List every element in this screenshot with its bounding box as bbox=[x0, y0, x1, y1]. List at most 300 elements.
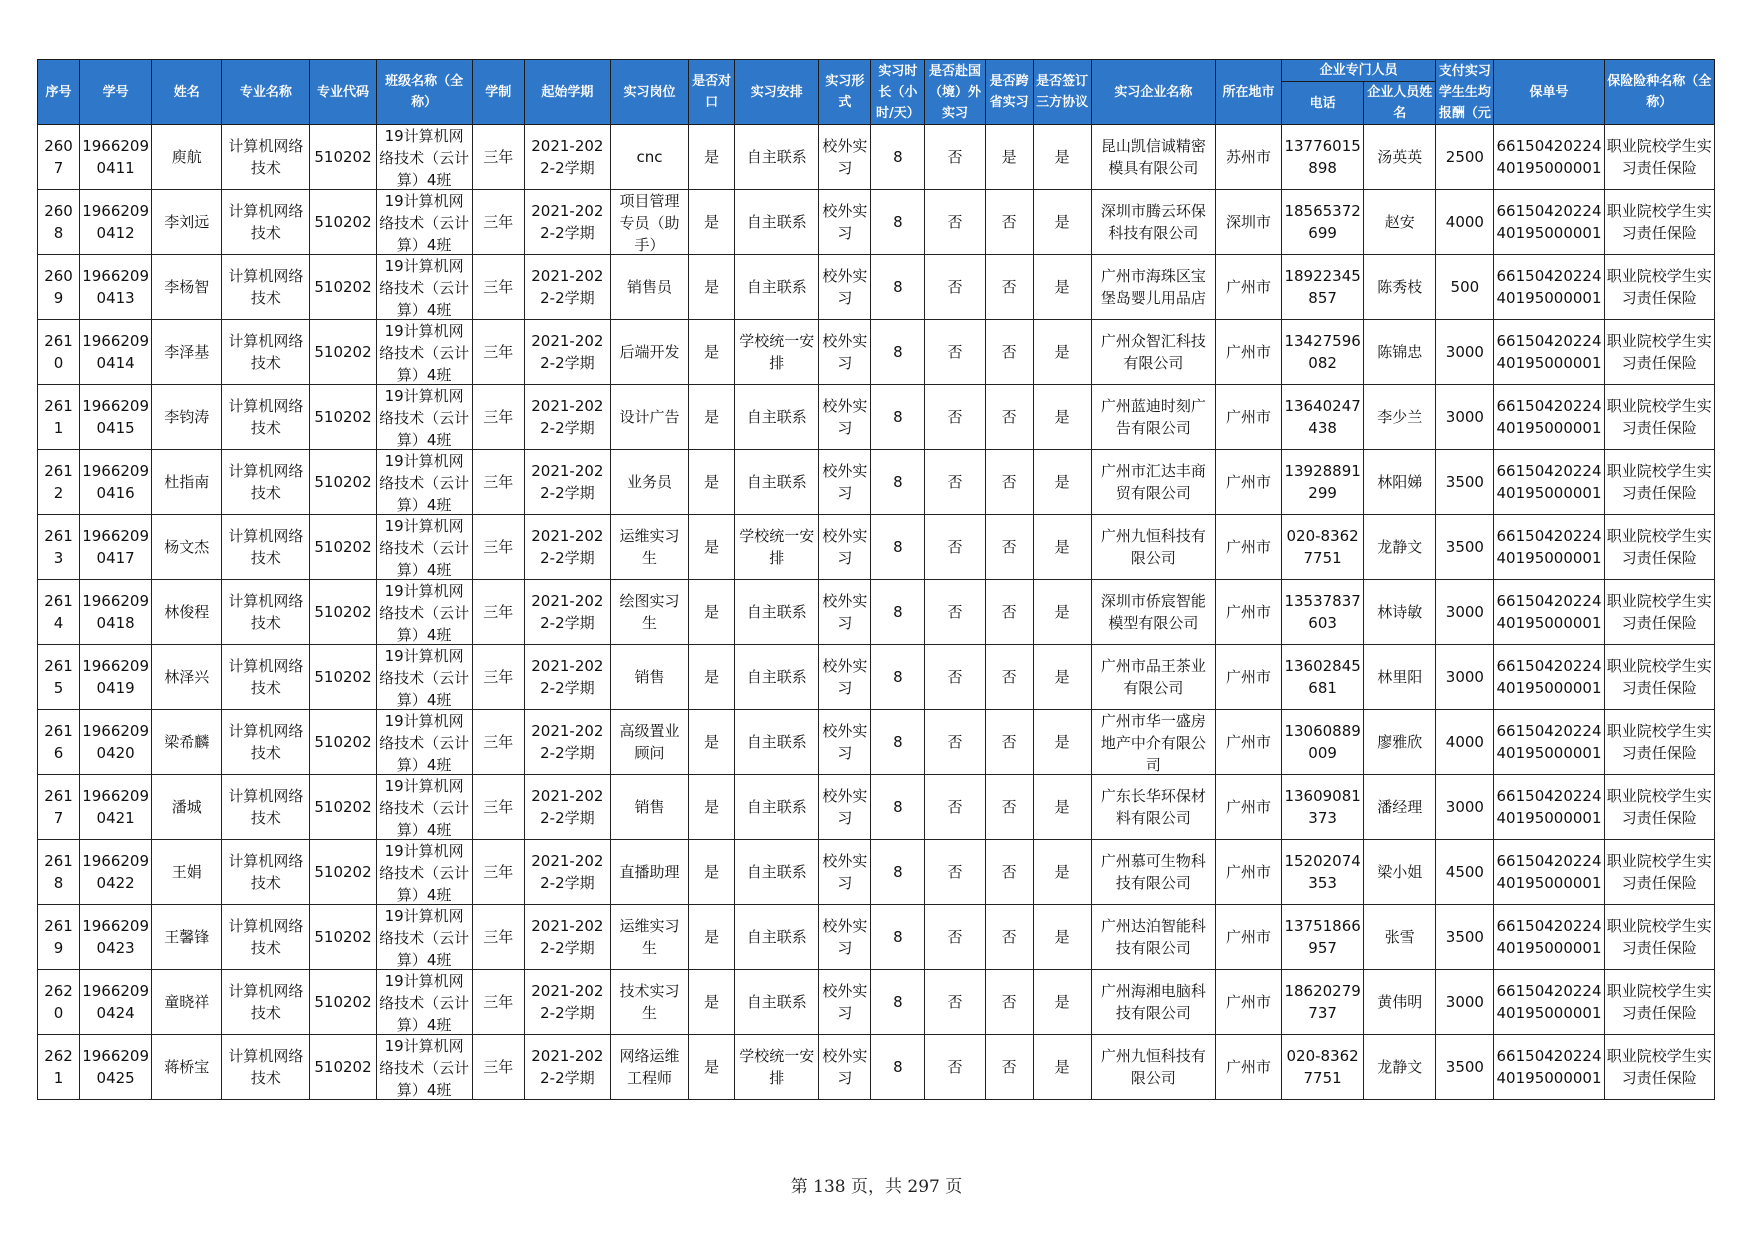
cell-matched bbox=[689, 515, 735, 580]
cell-text: 2021-2022-2学期 bbox=[531, 462, 604, 502]
cell-tri bbox=[1033, 450, 1091, 515]
cell-company bbox=[1091, 255, 1215, 320]
table-body bbox=[38, 125, 1715, 1100]
cell-tri bbox=[1033, 710, 1091, 775]
cell-contact bbox=[1364, 385, 1436, 450]
cell-text: 19计算机网络技术（云计算）4班 bbox=[379, 647, 470, 709]
cell-text: 否 bbox=[1001, 408, 1017, 426]
cell-company bbox=[1091, 905, 1215, 970]
cell-text: 网络运维工程师 bbox=[619, 1047, 680, 1087]
cell-arr bbox=[735, 125, 819, 190]
cell-term bbox=[524, 580, 610, 645]
cell-text: 职业院校学生实习责任保险 bbox=[1606, 332, 1712, 372]
cell-id bbox=[80, 970, 152, 1035]
cell-text: 自主联系 bbox=[746, 603, 807, 621]
cell-text: 深圳市腾云环保科技有限公司 bbox=[1100, 202, 1206, 242]
cell-text: 是 bbox=[1054, 798, 1070, 816]
cell-text: 13751866957 bbox=[1284, 917, 1361, 957]
cell-class bbox=[376, 710, 472, 775]
cell-text: 龙静文 bbox=[1377, 1058, 1423, 1076]
table-row bbox=[38, 190, 1715, 255]
cell-hours bbox=[871, 320, 925, 385]
cell-abroad bbox=[925, 385, 985, 450]
header-hours: 实习时长（小时/天） bbox=[871, 60, 925, 125]
header-abroad: 是否赴国（境）外实习 bbox=[925, 60, 985, 125]
header-cross-province: 是否跨省实习 bbox=[985, 60, 1033, 125]
cell-dur bbox=[472, 970, 524, 1035]
cell-text: 是 bbox=[1054, 993, 1070, 1011]
cell-text: 职业院校学生实习责任保险 bbox=[1606, 397, 1712, 437]
cell-code bbox=[310, 905, 376, 970]
cell-major bbox=[222, 190, 310, 255]
cell-major bbox=[222, 775, 310, 840]
cell-text: 8 bbox=[893, 473, 903, 491]
cell-cross bbox=[985, 385, 1033, 450]
table-row bbox=[38, 775, 1715, 840]
cell-text: 4000 bbox=[1445, 733, 1484, 751]
cell-text: 三年 bbox=[483, 148, 514, 166]
cell-text: 13609081373 bbox=[1284, 787, 1361, 827]
cell-text: 职业院校学生实习责任保险 bbox=[1606, 462, 1712, 502]
cell-text: 6615042022440195000001 bbox=[1496, 917, 1602, 957]
cell-text: 19662090416 bbox=[82, 462, 150, 502]
cell-phone bbox=[1282, 775, 1364, 840]
cell-abroad bbox=[925, 580, 985, 645]
cell-city bbox=[1215, 320, 1281, 385]
cell-name bbox=[152, 970, 222, 1035]
cell-text: 19662090411 bbox=[82, 137, 150, 177]
cell-text: 广州市 bbox=[1225, 928, 1271, 946]
cell-text: 计算机网络技术 bbox=[228, 137, 304, 177]
cell-name bbox=[152, 385, 222, 450]
cell-form bbox=[819, 580, 871, 645]
cell-text: 校外实习 bbox=[822, 267, 868, 307]
cell-abroad bbox=[925, 775, 985, 840]
cell-abroad bbox=[925, 905, 985, 970]
cell-text: 否 bbox=[947, 603, 963, 621]
cell-matched bbox=[689, 775, 735, 840]
cell-seq bbox=[38, 190, 80, 255]
cell-cross bbox=[985, 125, 1033, 190]
cell-cross bbox=[985, 775, 1033, 840]
cell-cross bbox=[985, 190, 1033, 255]
cell-ins bbox=[1604, 255, 1714, 320]
cell-text: 500 bbox=[1450, 278, 1480, 296]
cell-city bbox=[1215, 710, 1281, 775]
cell-pay bbox=[1436, 255, 1494, 320]
cell-major bbox=[222, 580, 310, 645]
cell-text: 广州众智汇科技有限公司 bbox=[1100, 332, 1206, 372]
cell-major bbox=[222, 255, 310, 320]
cell-seq bbox=[38, 385, 80, 450]
cell-text: 19计算机网络技术（云计算）4班 bbox=[379, 712, 470, 774]
cell-text: 是 bbox=[1054, 668, 1070, 686]
cell-name bbox=[152, 125, 222, 190]
cell-text: 是 bbox=[1054, 733, 1070, 751]
cell-text: 职业院校学生实习责任保险 bbox=[1606, 1047, 1712, 1087]
cell-term bbox=[524, 710, 610, 775]
cell-policy bbox=[1494, 515, 1604, 580]
cell-ins bbox=[1604, 710, 1714, 775]
cell-text: 2609 bbox=[44, 267, 73, 307]
cell-major bbox=[222, 970, 310, 1035]
cell-text: 8 bbox=[893, 733, 903, 751]
cell-text: 6615042022440195000001 bbox=[1496, 787, 1602, 827]
cell-tri bbox=[1033, 385, 1091, 450]
cell-text: 三年 bbox=[483, 408, 514, 426]
cell-text: 陈锦忠 bbox=[1377, 343, 1423, 361]
cell-text: 李泽基 bbox=[164, 343, 210, 361]
cell-post bbox=[610, 775, 688, 840]
cell-policy bbox=[1494, 905, 1604, 970]
cell-text: 是 bbox=[1054, 148, 1070, 166]
header-major-code: 专业代码 bbox=[310, 60, 376, 125]
cell-name bbox=[152, 450, 222, 515]
cell-text: 计算机网络技术 bbox=[228, 1047, 304, 1087]
table-row bbox=[38, 515, 1715, 580]
cell-term bbox=[524, 645, 610, 710]
cell-tri bbox=[1033, 125, 1091, 190]
cell-text: 3000 bbox=[1445, 993, 1484, 1011]
cell-text: 6615042022440195000001 bbox=[1496, 982, 1602, 1022]
cell-arr bbox=[735, 840, 819, 905]
cell-text: 陈秀枝 bbox=[1377, 278, 1423, 296]
cell-text: 19计算机网络技术（云计算）4班 bbox=[379, 127, 470, 189]
cell-text: 职业院校学生实习责任保险 bbox=[1606, 592, 1712, 632]
cell-text: 否 bbox=[1001, 1058, 1017, 1076]
header-pay: 支付实习学生生均报酬（元 bbox=[1436, 60, 1494, 125]
cell-text: 2620 bbox=[44, 982, 73, 1022]
cell-policy bbox=[1494, 775, 1604, 840]
cell-class bbox=[376, 515, 472, 580]
cell-term bbox=[524, 450, 610, 515]
cell-phone bbox=[1282, 190, 1364, 255]
cell-hours bbox=[871, 580, 925, 645]
header-contact-group: 企业专门人员 bbox=[1282, 60, 1436, 82]
cell-matched bbox=[689, 255, 735, 320]
cell-arr bbox=[735, 190, 819, 255]
cell-arr bbox=[735, 775, 819, 840]
cell-text: 510202 bbox=[314, 928, 372, 946]
cell-text: 是 bbox=[1054, 863, 1070, 881]
cell-text: 直播助理 bbox=[619, 863, 680, 881]
cell-term bbox=[524, 1035, 610, 1100]
cell-major bbox=[222, 125, 310, 190]
cell-text: 是 bbox=[704, 603, 720, 621]
cell-text: 510202 bbox=[314, 668, 372, 686]
cell-phone bbox=[1282, 125, 1364, 190]
cell-contact bbox=[1364, 1035, 1436, 1100]
cell-text: 昆山凯信诚精密模具有限公司 bbox=[1100, 137, 1206, 177]
table-row bbox=[38, 255, 1715, 320]
cell-code bbox=[310, 970, 376, 1035]
cell-post bbox=[610, 1035, 688, 1100]
cell-text: 是 bbox=[1001, 148, 1017, 166]
cell-text: 13602845681 bbox=[1284, 657, 1361, 697]
cell-text: 510202 bbox=[314, 473, 372, 491]
cell-abroad bbox=[925, 840, 985, 905]
cell-text: 否 bbox=[947, 473, 963, 491]
header-contact-name: 企业人员姓名 bbox=[1364, 82, 1436, 125]
cell-text: 广州达泊智能科技有限公司 bbox=[1100, 917, 1206, 957]
cell-name bbox=[152, 320, 222, 385]
cell-seq bbox=[38, 710, 80, 775]
cell-text: 杜指南 bbox=[164, 473, 210, 491]
cell-text: 2021-2022-2学期 bbox=[531, 1047, 604, 1087]
cell-form bbox=[819, 515, 871, 580]
internship-table bbox=[37, 59, 1715, 1100]
cell-text: 否 bbox=[947, 863, 963, 881]
cell-text: 计算机网络技术 bbox=[228, 722, 304, 762]
cell-post bbox=[610, 970, 688, 1035]
cell-seq bbox=[38, 1035, 80, 1100]
cell-text: 广州市海珠区宝堡岛婴儿用品店 bbox=[1100, 267, 1206, 307]
cell-city bbox=[1215, 255, 1281, 320]
header-tripartite: 是否签订三方协议 bbox=[1033, 60, 1091, 125]
cell-term bbox=[524, 840, 610, 905]
cell-text: 李钧涛 bbox=[164, 408, 210, 426]
cell-text: 否 bbox=[947, 538, 963, 556]
table-row bbox=[38, 970, 1715, 1035]
cell-dur bbox=[472, 645, 524, 710]
cell-arr bbox=[735, 385, 819, 450]
cell-text: 是 bbox=[704, 538, 720, 556]
cell-text: 校外实习 bbox=[822, 852, 868, 892]
cell-text: 2610 bbox=[44, 332, 73, 372]
cell-matched bbox=[689, 580, 735, 645]
cell-text: 学校统一安排 bbox=[739, 332, 815, 372]
cell-text: 李杨智 bbox=[164, 278, 210, 296]
cell-text: 19计算机网络技术（云计算）4班 bbox=[379, 387, 470, 449]
cell-id bbox=[80, 710, 152, 775]
cell-matched bbox=[689, 450, 735, 515]
cell-major bbox=[222, 905, 310, 970]
cell-text: 校外实习 bbox=[822, 202, 868, 242]
cell-text: 三年 bbox=[483, 473, 514, 491]
cell-text: 8 bbox=[893, 603, 903, 621]
cell-text: 是 bbox=[1054, 473, 1070, 491]
cell-text: 19计算机网络技术（云计算）4班 bbox=[379, 972, 470, 1034]
cell-text: 三年 bbox=[483, 1058, 514, 1076]
cell-text: 6615042022440195000001 bbox=[1496, 137, 1602, 177]
cell-class bbox=[376, 645, 472, 710]
cell-code bbox=[310, 450, 376, 515]
cell-code bbox=[310, 125, 376, 190]
cell-text: 510202 bbox=[314, 408, 372, 426]
cell-text: 否 bbox=[1001, 928, 1017, 946]
cell-text: 是 bbox=[704, 148, 720, 166]
cell-text: 2614 bbox=[44, 592, 73, 632]
cell-text: 18620279737 bbox=[1284, 982, 1361, 1022]
cell-code bbox=[310, 515, 376, 580]
cell-text: 是 bbox=[1054, 603, 1070, 621]
cell-hours bbox=[871, 125, 925, 190]
cell-dur bbox=[472, 125, 524, 190]
cell-form bbox=[819, 1035, 871, 1100]
cell-text: 赵安 bbox=[1384, 213, 1415, 231]
table-row bbox=[38, 450, 1715, 515]
cell-text: 13060889009 bbox=[1284, 722, 1361, 762]
cell-text: 计算机网络技术 bbox=[228, 787, 304, 827]
cell-hours bbox=[871, 450, 925, 515]
cell-text: 19662090412 bbox=[82, 202, 150, 242]
cell-hours bbox=[871, 970, 925, 1035]
cell-ins bbox=[1604, 840, 1714, 905]
cell-abroad bbox=[925, 320, 985, 385]
cell-major bbox=[222, 320, 310, 385]
cell-text: 广州慕可生物科技有限公司 bbox=[1100, 852, 1206, 892]
cell-dur bbox=[472, 255, 524, 320]
cell-text: 职业院校学生实习责任保险 bbox=[1606, 982, 1712, 1022]
cell-text: 运维实习生 bbox=[619, 917, 680, 957]
cell-text: 校外实习 bbox=[822, 917, 868, 957]
cell-text: 3000 bbox=[1445, 668, 1484, 686]
cell-id bbox=[80, 450, 152, 515]
cell-dur bbox=[472, 320, 524, 385]
cell-seq bbox=[38, 450, 80, 515]
cell-text: 19计算机网络技术（云计算）4班 bbox=[379, 777, 470, 839]
cell-text: 自主联系 bbox=[746, 863, 807, 881]
cell-contact bbox=[1364, 580, 1436, 645]
cell-text: 是 bbox=[704, 278, 720, 296]
cell-cross bbox=[985, 515, 1033, 580]
cell-post bbox=[610, 190, 688, 255]
cell-hours bbox=[871, 710, 925, 775]
cell-text: 510202 bbox=[314, 603, 372, 621]
cell-text: 杨文杰 bbox=[164, 538, 210, 556]
cell-text: 19662090417 bbox=[82, 527, 150, 567]
cell-text: 6615042022440195000001 bbox=[1496, 202, 1602, 242]
cell-text: 深圳市侨宸智能模型有限公司 bbox=[1100, 592, 1206, 632]
cell-dur bbox=[472, 905, 524, 970]
cell-text: 自主联系 bbox=[746, 473, 807, 491]
cell-major bbox=[222, 450, 310, 515]
cell-text: 是 bbox=[1054, 278, 1070, 296]
cell-term bbox=[524, 255, 610, 320]
cell-ins bbox=[1604, 580, 1714, 645]
cell-text: 自主联系 bbox=[746, 798, 807, 816]
cell-abroad bbox=[925, 450, 985, 515]
cell-id bbox=[80, 515, 152, 580]
cell-abroad bbox=[925, 645, 985, 710]
cell-text: 2021-2022-2学期 bbox=[531, 592, 604, 632]
cell-matched bbox=[689, 320, 735, 385]
cell-pay bbox=[1436, 125, 1494, 190]
cell-text: 否 bbox=[1001, 343, 1017, 361]
cell-id bbox=[80, 645, 152, 710]
cell-tri bbox=[1033, 190, 1091, 255]
cell-text: 李少兰 bbox=[1377, 408, 1423, 426]
cell-text: 广州海湘电脑科技有限公司 bbox=[1100, 982, 1206, 1022]
cell-company bbox=[1091, 190, 1215, 255]
cell-term bbox=[524, 970, 610, 1035]
cell-policy bbox=[1494, 385, 1604, 450]
cell-text: 是 bbox=[1054, 408, 1070, 426]
cell-contact bbox=[1364, 515, 1436, 580]
cell-text: 是 bbox=[1054, 213, 1070, 231]
cell-text: 15202074353 bbox=[1284, 852, 1361, 892]
cell-text: 自主联系 bbox=[746, 668, 807, 686]
cell-text: 计算机网络技术 bbox=[228, 462, 304, 502]
cell-text: 三年 bbox=[483, 928, 514, 946]
cell-text: 否 bbox=[947, 733, 963, 751]
cell-company bbox=[1091, 320, 1215, 385]
cell-text: 510202 bbox=[314, 278, 372, 296]
cell-form bbox=[819, 320, 871, 385]
cell-pay bbox=[1436, 515, 1494, 580]
cell-text: 8 bbox=[893, 798, 903, 816]
cell-text: 18922345857 bbox=[1284, 267, 1361, 307]
cell-text: 广州市 bbox=[1225, 1058, 1271, 1076]
cell-name bbox=[152, 515, 222, 580]
cell-matched bbox=[689, 645, 735, 710]
cell-text: 是 bbox=[704, 668, 720, 686]
cell-contact bbox=[1364, 775, 1436, 840]
cell-hours bbox=[871, 190, 925, 255]
cell-name bbox=[152, 905, 222, 970]
cell-text: 广州市华一盛房地产中介有限公司 bbox=[1100, 712, 1206, 774]
cell-text: 是 bbox=[704, 213, 720, 231]
cell-phone bbox=[1282, 645, 1364, 710]
cell-text: 三年 bbox=[483, 343, 514, 361]
cell-city bbox=[1215, 125, 1281, 190]
cell-policy bbox=[1494, 255, 1604, 320]
cell-policy bbox=[1494, 190, 1604, 255]
cell-text: 2621 bbox=[44, 1047, 73, 1087]
cell-pay bbox=[1436, 905, 1494, 970]
cell-text: 张雪 bbox=[1384, 928, 1415, 946]
cell-cross bbox=[985, 970, 1033, 1035]
cell-pay bbox=[1436, 1035, 1494, 1100]
cell-text: 2021-2022-2学期 bbox=[531, 722, 604, 762]
cell-text: 学校统一安排 bbox=[739, 527, 815, 567]
cell-text: 高级置业顾问 bbox=[619, 722, 680, 762]
cell-tri bbox=[1033, 580, 1091, 645]
cell-text: 8 bbox=[893, 1058, 903, 1076]
table-row bbox=[38, 840, 1715, 905]
cell-abroad bbox=[925, 970, 985, 1035]
cell-text: 2617 bbox=[44, 787, 73, 827]
cell-term bbox=[524, 515, 610, 580]
cell-text: 销售员 bbox=[626, 278, 672, 296]
cell-text: 否 bbox=[1001, 473, 1017, 491]
cell-text: 6615042022440195000001 bbox=[1496, 267, 1602, 307]
cell-text: 19662090414 bbox=[82, 332, 150, 372]
cell-text: 否 bbox=[1001, 213, 1017, 231]
cell-term bbox=[524, 385, 610, 450]
cell-code bbox=[310, 840, 376, 905]
cell-form bbox=[819, 125, 871, 190]
cell-arr bbox=[735, 515, 819, 580]
cell-text: 19计算机网络技术（云计算）4班 bbox=[379, 192, 470, 254]
cell-contact bbox=[1364, 710, 1436, 775]
cell-text: 2021-2022-2学期 bbox=[531, 267, 604, 307]
cell-text: 廖雅欣 bbox=[1377, 733, 1423, 751]
cell-text: 2021-2022-2学期 bbox=[531, 917, 604, 957]
cell-form bbox=[819, 190, 871, 255]
cell-city bbox=[1215, 970, 1281, 1035]
cell-text: 否 bbox=[947, 1058, 963, 1076]
cell-term bbox=[524, 320, 610, 385]
table-row bbox=[38, 905, 1715, 970]
cell-arr bbox=[735, 580, 819, 645]
cell-text: 8 bbox=[893, 538, 903, 556]
cell-text: 职业院校学生实习责任保险 bbox=[1606, 267, 1712, 307]
cell-post bbox=[610, 385, 688, 450]
cell-text: 6615042022440195000001 bbox=[1496, 852, 1602, 892]
cell-seq bbox=[38, 255, 80, 320]
cell-phone bbox=[1282, 905, 1364, 970]
